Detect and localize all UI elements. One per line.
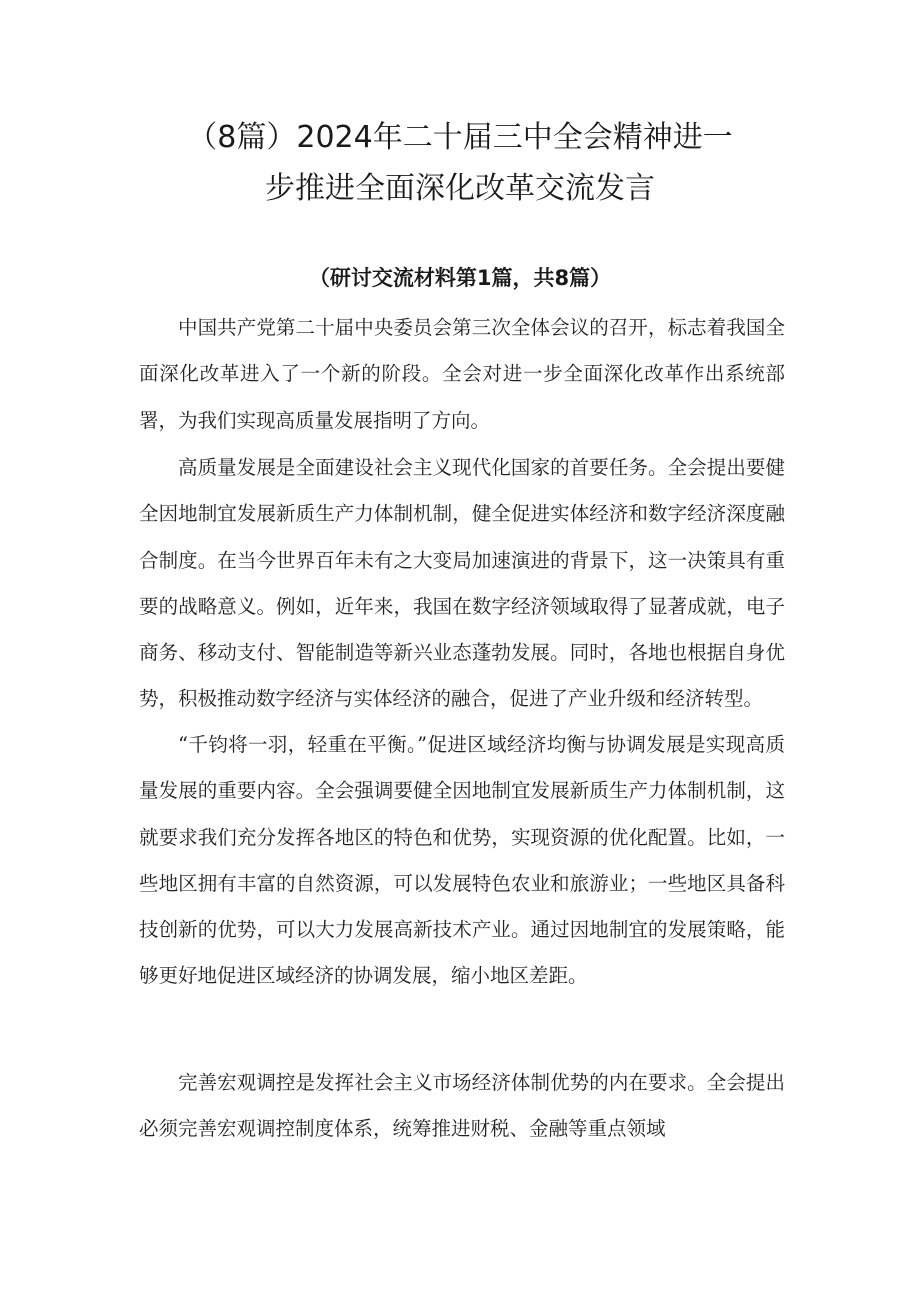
paragraph-1: 中国共产党第二十届中央委员会第三次全体会议的召开，标志着我国全面深化改革进入了一个新的阶段。全会对进一步全面深化改革作出系统部署，为我们实现高质量发展指明了方向。	[139, 316, 785, 432]
document-subtitle: （研讨交流材料第1篇，共8篇）	[308, 266, 612, 290]
paragraph-3: “千钧将一羽，轻重在平衡。”促进区域经济均衡与协调发展是实现高质量发展的重要内容。全会强调要健全因地制宜发展新质生产力体制机制，这就要求我们充分发挥各地区的特色和优势，实现资源的优化配置。比如，一些地区拥有丰富的自然资源，可以发展特色农业和旅游业；一些地区具备科技创新的优势，可以大力发展高新技术产业。通过因地制宜的发展策略，能够更好地促进区域经济的协调发展，缩小地区差距。	[139, 733, 785, 988]
paragraph-4: 完善宏观调控是发挥社会主义市场经济体制优势的内在要求。全会提出必须完善宏观调控制度体系，统筹推进财税、金融等重点领域	[139, 1071, 785, 1141]
document-title-line-2: 步推进全面深化改革交流发言	[265, 171, 655, 206]
document-title-line-1: （8篇）2024年二十届三中全会精神进一	[187, 120, 733, 155]
paragraph-2: 高质量发展是全面建设社会主义现代化国家的首要任务。全会提出要健全因地制宜发展新质生产力体制机制，健全促进实体经济和数字经济深度融合制度。在当今世界百年未有之大变局加速演进的背景下，这一决策具有重要的战略意义。例如，近年来，我国在数字经济领域取得了显著成就，电子商务、移动支付、智能制造等新兴业态蓬勃发展。同时，各地也根据自身优势，积极推动数字经济与实体经济的融合，促进了产业升级和经济转型。	[139, 456, 785, 711]
